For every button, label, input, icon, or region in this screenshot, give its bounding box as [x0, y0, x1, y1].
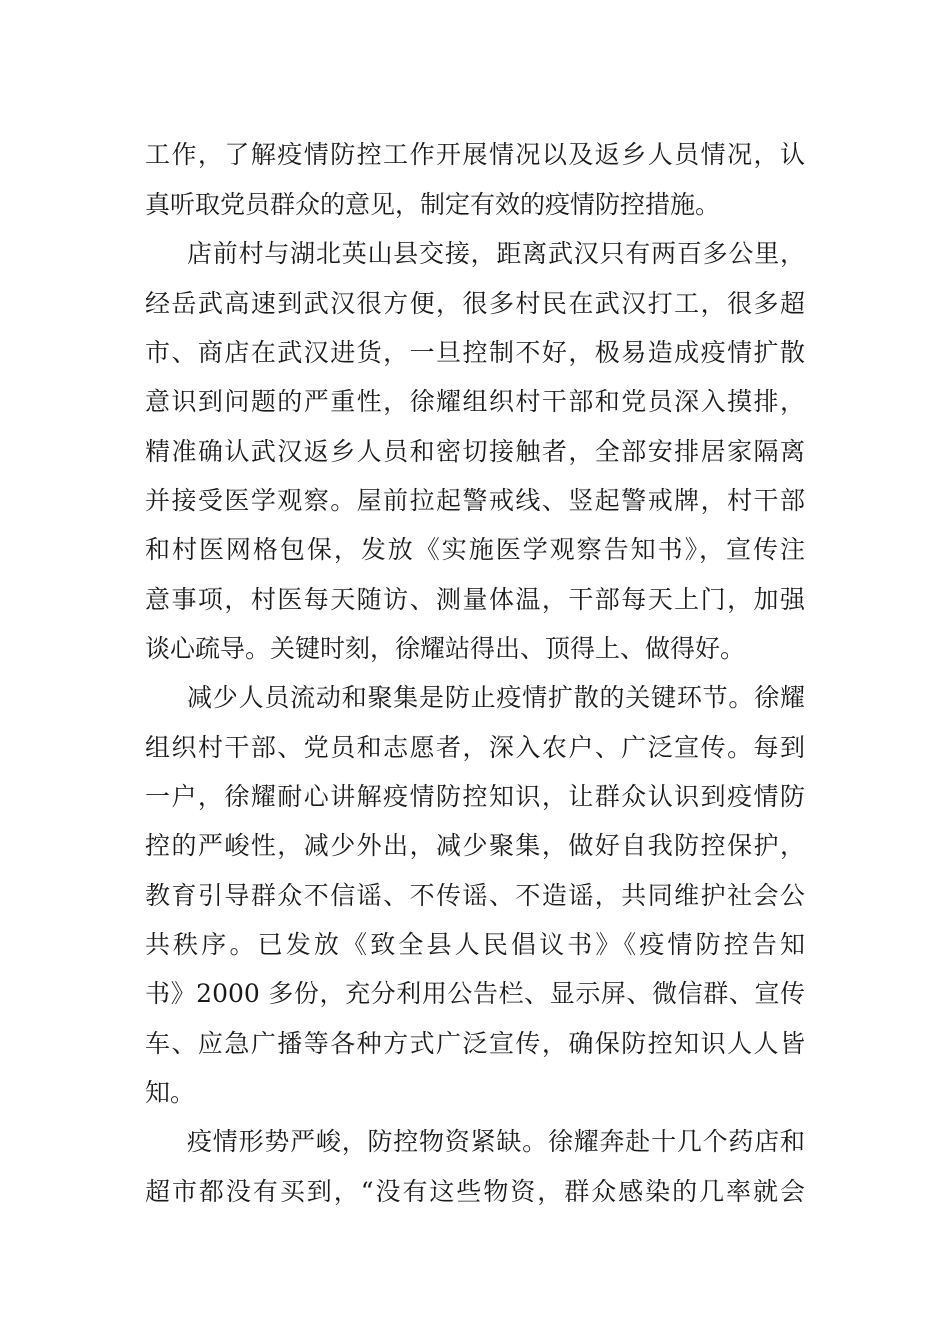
text-line-12: 减少人员流动和聚集是防止疫情扩散的关键环节。徐耀: [187, 683, 805, 712]
text-line-3: 店前村与湖北英山县交接，距离武汉只有两百多公里，: [187, 239, 805, 268]
text-line-15: 控的严峻性，减少外出，减少聚集，做好自我防控保护，: [145, 831, 805, 860]
text-line-13: 组织村干部、党员和志愿者，深入农户、广泛宣传。每到: [145, 733, 805, 762]
text-line-14: 一户，徐耀耐心讲解疫情防控知识，让群众认识到疫情防: [145, 782, 805, 811]
text-line-6: 意识到问题的严重性，徐耀组织村干部和党员深入摸排，: [145, 387, 805, 416]
text-line-1: 工作，了解疫情防控工作开展情况以及返乡人员情况，认: [145, 140, 805, 169]
text-line-19: 车、应急广播等各种方式广泛宣传，确保防控知识人人皆: [145, 1029, 805, 1058]
text-line-16: 教育引导群众不信谣、不传谣、不造谣，共同维护社会公: [145, 881, 805, 910]
text-line-21: 疫情形势严峻，防控物资紧缺。徐耀奔赴十几个药店和: [187, 1127, 805, 1156]
text-line-2: 真听取党员群众的意见，制定有效的疫情防控措施。: [145, 190, 721, 219]
text-line-22: 超市都没有买到，“没有这些物资，群众感染的几率就会: [145, 1177, 805, 1206]
text-line-7: 精准确认武汉返乡人员和密切接触者，全部安排居家隔离: [145, 437, 805, 466]
text-line-9: 和村医网格包保，发放《实施医学观察告知书》，宣传注: [145, 535, 805, 564]
text-line-18: 书》2000 多份，充分利用公告栏、显示屏、微信群、宣传: [145, 979, 805, 1008]
text-line-4: 经岳武高速到武汉很方便，很多村民在武汉打工，很多超: [145, 289, 805, 318]
text-line-11: 谈心疏导。关键时刻，徐耀站得出、顶得上、做得好。: [145, 634, 746, 663]
text-line-17: 共秩序。已发放《致全县人民倡议书》《疫情防控告知: [145, 930, 805, 959]
text-line-5: 市、商店在武汉进货，一旦控制不好，极易造成疫情扩散: [145, 338, 805, 367]
text-line-20: 知。: [145, 1078, 196, 1107]
text-line-10: 意事项，村医每天随访、测量体温，干部每天上门，加强: [145, 585, 805, 614]
text-line-8: 并接受医学观察。屋前拉起警戒线、竖起警戒牌，村干部: [145, 486, 805, 515]
